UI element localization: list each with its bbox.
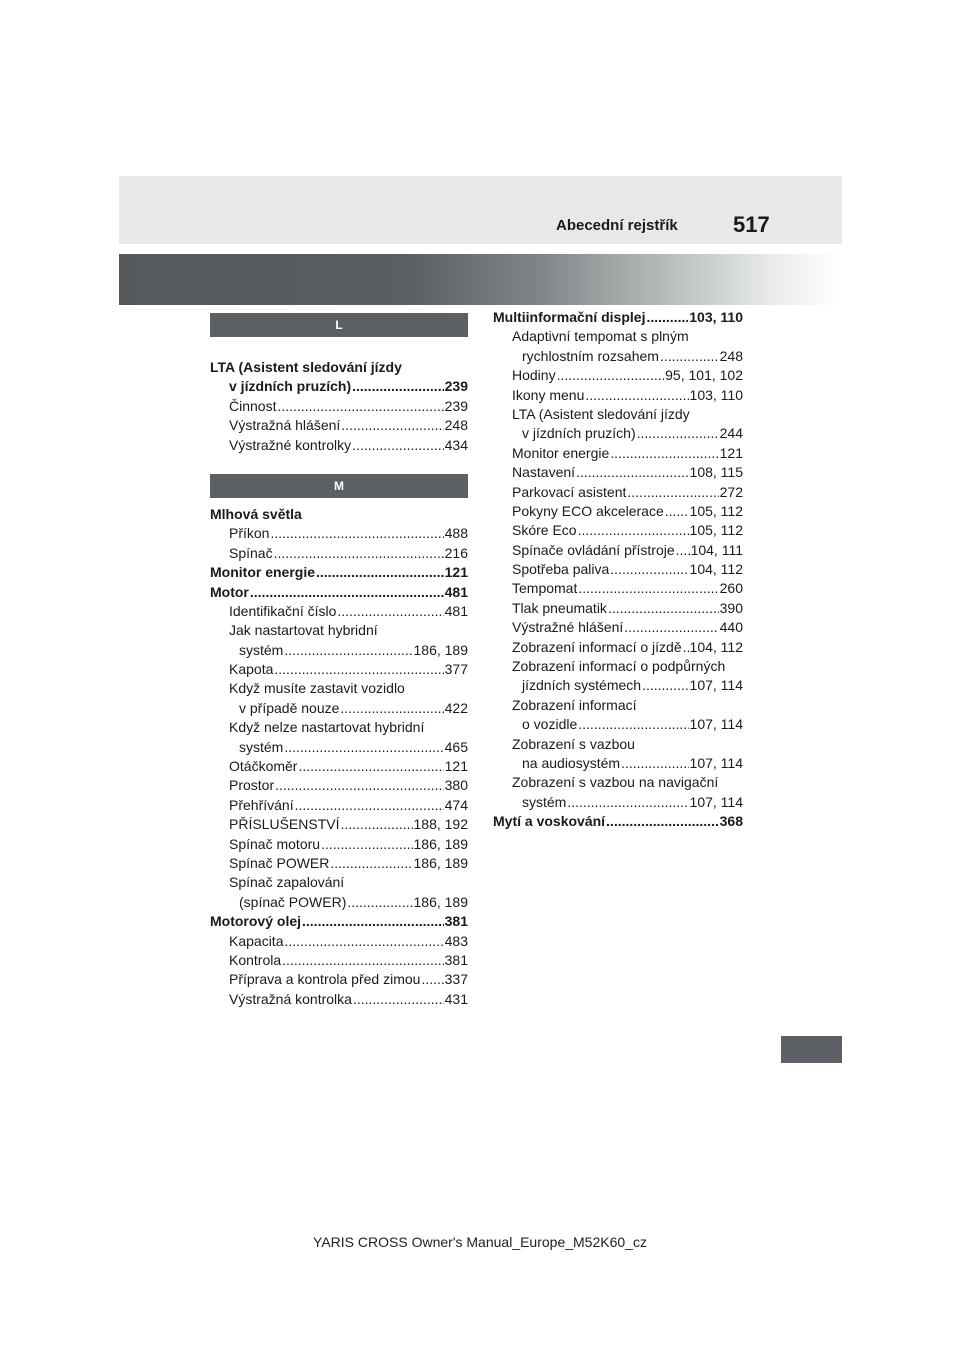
index-entry-pages: 188, 192 [413,816,468,833]
index-entry [493,754,743,773]
dot-leader [683,638,689,657]
index-entry-pages: 239 [444,397,468,414]
index-entry-pages: 381 [444,951,468,968]
index-entry [210,660,468,679]
index-entry [493,541,743,560]
dot-leader [642,676,688,695]
index-entry [210,679,468,698]
index-entry-term: Kapacita [229,932,284,949]
index-entry-pages: 103, 110 [689,386,743,403]
index-entry [210,932,468,951]
index-entry [493,366,743,385]
dot-leader [637,424,719,443]
index-entry-term: Spínače ovládání přístroje [512,541,675,558]
index-entry [210,544,468,563]
index-entry [210,835,468,854]
index-entry [210,505,468,524]
index-entry-term: Kontrola [229,951,282,968]
index-entry [210,699,468,718]
index-entry-term: Monitor energie [210,564,316,581]
index-entry-term: PŘÍSLUŠENSTVÍ [229,816,340,833]
dot-leader [608,599,719,618]
index-entry-pages: 474 [444,796,468,813]
dot-leader [352,377,444,396]
index-entry [210,602,468,621]
index-entry [210,416,468,435]
index-entry-term: Hodiny [512,367,556,384]
index-entry-pages: 481 [444,583,468,600]
dot-leader [284,932,443,951]
index-entry-pages: 248 [444,417,468,434]
index-entry [493,424,743,443]
index-entry-term: v jízdních pruzích) [522,425,636,442]
index-entry-pages: 422 [444,699,468,716]
dot-leader [302,912,444,931]
index-entry-term: jízdních systémech [522,677,642,694]
dot-leader [665,502,689,521]
index-entry-term: Zobrazení s vazbou na navigační [512,774,719,791]
index-entry-pages: 272 [719,483,743,500]
page-number: 517 [733,212,770,237]
index-entry [210,358,468,377]
index-entry-term: v případě nouze [239,699,340,716]
index-entry-pages: 260 [719,580,743,597]
index-entry [210,583,468,602]
index-entry [493,483,743,502]
index-entry [493,386,743,405]
dot-leader [352,436,443,455]
index-entry-pages: 105, 112 [689,502,743,519]
index-entry-term: Jak nastartovat hybridní [229,622,378,639]
dot-leader [340,699,443,718]
index-list-m [210,505,468,1009]
index-entry [493,347,743,366]
index-entry-pages: 465 [444,738,468,755]
index-entry-pages: 121 [444,758,468,775]
index-entry-pages: 186, 189 [413,854,468,871]
dot-leader [353,990,444,1009]
index-entry-term: systém [239,641,284,658]
index-entry-pages: 105, 112 [689,522,743,539]
index-entry-pages: 488 [444,525,468,542]
index-entry-term: Ikony menu [512,386,585,403]
index-entry-pages: 239 [444,378,468,395]
index-entry [210,951,468,970]
index-entry [210,757,468,776]
dot-leader [341,416,443,435]
index-entry-pages: 107, 114 [689,793,743,810]
index-entry-pages: 434 [444,436,468,453]
index-entry-pages: 108, 115 [689,464,743,481]
dot-leader [282,951,443,970]
index-entry-pages: 368 [719,813,743,830]
index-entry [493,521,743,540]
index-entry [210,738,468,757]
right-column [493,308,743,832]
index-entry [493,502,743,521]
index-entry-term: Mlhová světla [210,505,302,522]
section-side-tab [781,1036,842,1063]
index-entry [210,990,468,1009]
index-entry-term: Adaptivní tempomat s plným [512,328,689,345]
index-entry [493,308,743,327]
dot-leader [298,757,443,776]
section-letter-bar-l: L [210,313,468,337]
index-entry [493,463,743,482]
index-entry [493,812,743,831]
index-entry [493,676,743,695]
dot-leader [277,397,443,416]
index-entry-term: Výstražná kontrolka [229,990,352,1007]
gradient-banner [119,254,842,305]
index-entry-term: Spínač [229,544,273,561]
index-entry-term: Zobrazení s vazbou [512,735,635,752]
dot-leader [627,483,718,502]
dot-leader [576,463,688,482]
index-entry-pages: 121 [719,444,743,461]
index-entry-term: (spínač POWER) [239,893,347,910]
index-entry-term: LTA (Asistent sledování jízdy [512,405,690,422]
index-entry-pages: 186, 189 [413,893,468,910]
dot-leader [624,618,718,637]
index-entry [493,735,743,754]
index-entry-term: LTA (Asistent sledování jízdy [210,359,402,375]
index-entry-term: Multiinformační displej [493,308,646,325]
index-entry [493,773,743,792]
index-entry [210,873,468,892]
index-entry-term: Přehřívání [229,796,294,813]
dot-leader [557,366,665,385]
index-entry-pages: 107, 114 [689,754,743,771]
index-entry-term: Kapota [229,661,274,678]
index-entry-pages: 95, 101, 102 [665,367,743,384]
dot-leader [610,444,718,463]
dot-leader [606,812,719,831]
index-entry-term: rychlostním rozsahem [522,347,659,364]
dot-leader [578,715,688,734]
index-entry-pages: 104, 112 [689,638,743,655]
dot-leader [585,386,688,405]
index-entry-pages: 186, 189 [413,641,468,658]
index-entry [493,618,743,637]
index-entry [210,524,468,543]
index-entry [210,893,468,912]
index-entry [493,715,743,734]
dot-leader [610,560,688,579]
dot-leader [275,776,444,795]
index-entry [210,436,468,455]
index-entry-term: Spínač zapalování [229,874,345,891]
index-entry [493,793,743,812]
index-entry-term: Spínač motoru [229,835,321,852]
index-list-l [210,358,468,455]
index-entry-term: o vozidle [522,716,578,733]
index-entry-pages: 104, 111 [690,541,743,558]
section-letter-bar-m: M [210,474,468,498]
dot-leader [621,754,688,773]
index-entry [493,405,743,424]
index-entry-term: na audiosystém [522,754,621,771]
index-entry-term: Činnost [229,397,277,414]
dot-leader [330,854,412,873]
index-entry [210,970,468,989]
index-entry [210,621,468,640]
dot-leader [316,563,444,582]
index-entry-term: Tempomat [512,580,578,597]
index-entry-pages: 431 [444,990,468,1007]
index-entry-pages: 248 [719,347,743,364]
index-entry [493,560,743,579]
index-entry-term: Motorový olej [210,913,302,930]
index-entry [210,397,468,416]
index-entry-term: Identifikační číslo [229,602,337,619]
index-entry-term: Zobrazení informací o podpůrných [512,658,726,675]
dot-leader [660,347,719,366]
dot-leader [676,541,690,560]
index-entry-term: Tlak pneumatik [512,599,607,616]
dot-leader [295,796,444,815]
index-entry-term: Monitor energie [512,444,610,461]
index-entry-term: Zobrazení informací [512,696,637,713]
index-entry [210,641,468,660]
index-entry [210,776,468,795]
index-entry [493,657,743,676]
dot-leader [321,835,412,854]
index-entry-pages: 103, 110 [689,308,743,325]
index-entry [210,854,468,873]
index-entry-term: Skóre Eco [512,522,577,539]
index-entry [210,912,468,931]
index-entry-pages: 244 [719,425,743,442]
index-entry-term: Příkon [229,525,270,542]
index-entry-pages: 390 [719,599,743,616]
index-entry-pages: 481 [444,602,468,619]
dot-leader [340,815,412,834]
index-entry-pages: 104, 112 [689,561,743,578]
index-entry [493,444,743,463]
index-entry-pages: 483 [444,932,468,949]
index-entry-term: Výstražné kontrolky [229,436,352,453]
index-entry [493,696,743,715]
dot-leader [646,308,688,327]
index-entry [493,327,743,346]
section-title: Abecední rejstřík [556,217,678,234]
index-list-right [493,308,743,832]
index-entry-term: Výstražná hlášení [229,417,341,434]
index-entry-pages: 107, 114 [689,716,743,733]
dot-leader [274,544,444,563]
index-entry-term: Prostor [229,777,275,794]
dot-leader [347,893,412,912]
index-entry-term: Mytí a voskování [493,813,606,830]
dot-leader [578,579,718,598]
index-entry-term: Když musíte zastavit vozidlo [229,680,405,697]
dot-leader [578,521,689,540]
index-entry [210,377,468,396]
index-entry [210,815,468,834]
footer-text: YARIS CROSS Owner's Manual_Europe_M52K60_cz [313,1234,647,1250]
index-entry-pages: 121 [444,564,468,581]
left-column [210,313,468,1009]
index-entry [210,718,468,737]
dot-leader [270,524,443,543]
index-entry-term: v jízdních pruzích) [229,378,352,395]
index-entry-pages: 380 [444,777,468,794]
index-entry-term: Parkovací asistent [512,483,627,500]
index-entry-term: Spínač POWER [229,854,330,871]
index-entry-pages: 337 [444,971,468,988]
index-entry-term: systém [239,738,284,755]
index-entry-pages: 107, 114 [689,677,743,694]
dot-leader [284,738,443,757]
index-entry-term: Spotřeba paliva [512,561,610,578]
index-entry-term: Výstražné hlášení [512,619,624,636]
index-entry [493,579,743,598]
dot-leader [421,970,443,989]
index-entry-pages: 186, 189 [413,835,468,852]
dot-leader [274,660,443,679]
index-entry-term: systém [522,793,567,810]
index-entry-pages: 440 [719,619,743,636]
index-entry-term: Příprava a kontrola před zimou [229,971,421,988]
index-entry-term: Otáčkoměr [229,758,298,775]
index-entry-term: Když nelze nastartovat hybridní [229,719,425,736]
index-entry [493,599,743,618]
index-entry-term: Zobrazení informací o jízdě [512,638,682,655]
index-entry-term: Nastavení [512,464,576,481]
index-entry-term: Motor [210,583,249,600]
dot-leader [567,793,688,812]
dot-leader [337,602,443,621]
index-entry-pages: 377 [444,661,468,678]
dot-leader [284,641,412,660]
dot-leader [250,583,444,602]
index-entry [210,563,468,582]
index-entry-pages: 216 [444,544,468,561]
index-entry-term: Pokyny ECO akcelerace [512,502,664,519]
index-entry [210,796,468,815]
index-entry [493,638,743,657]
index-entry-pages: 381 [444,913,468,930]
